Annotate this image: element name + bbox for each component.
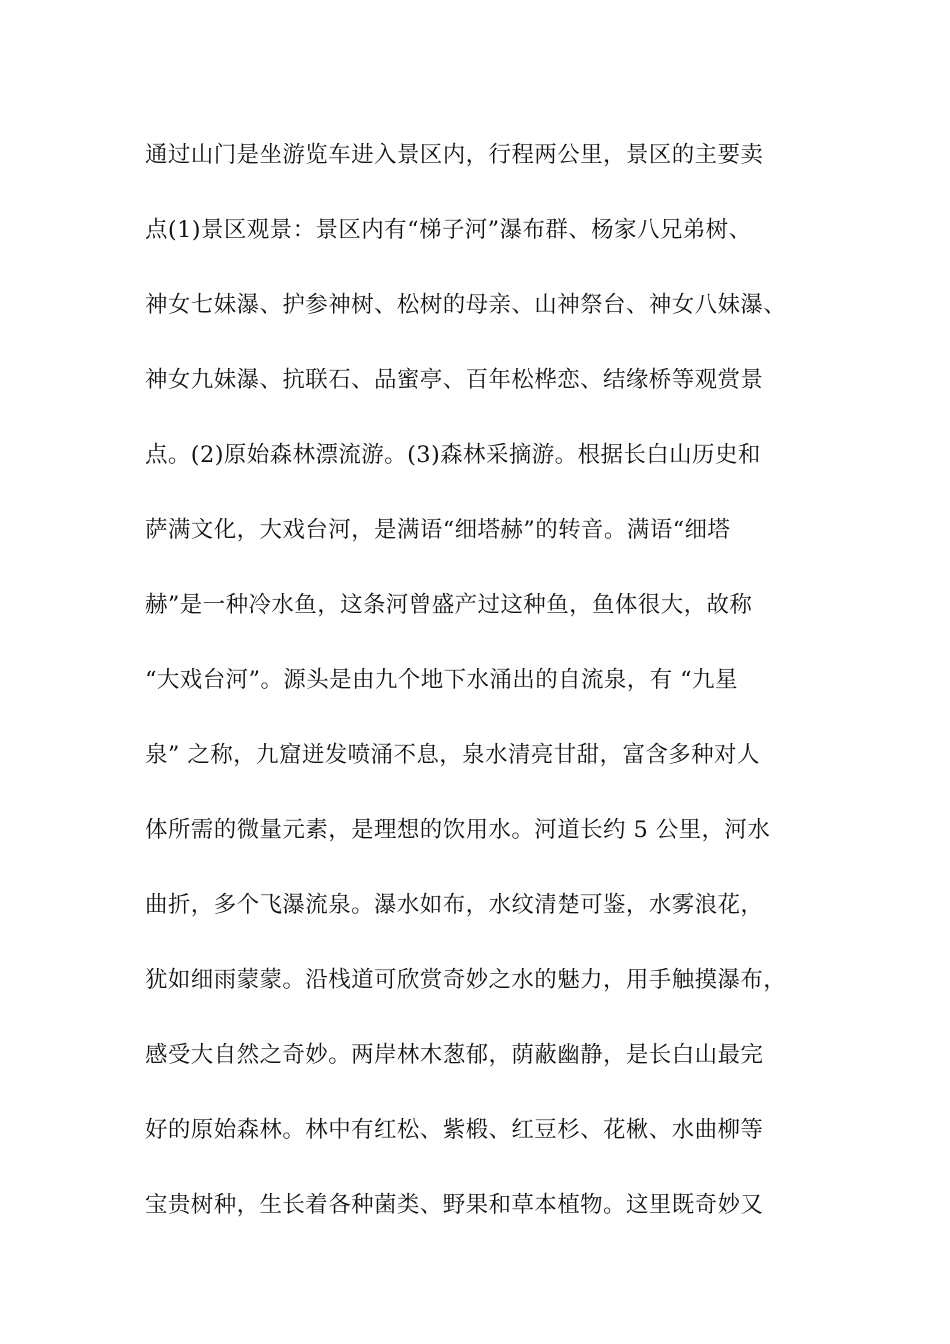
text-line: 体所需的微量元素，是理想的饮用水。河道长约 5 公里，河水 (145, 817, 771, 843)
text-line: 好的原始森林。林中有红松、紫椴、红豆杉、花楸、水曲柳等 (145, 1117, 764, 1143)
text-line: 点(1)景区观景：景区内有“梯子河”瀑布群、杨家八兄弟树、 (145, 217, 752, 243)
text-line: 赫”是一种冷水鱼，这条河曾盛产过这种鱼，鱼体很大，故称 (145, 592, 753, 618)
text-line: 宝贵树种，生长着各种菌类、野果和草本植物。这里既奇妙又 (145, 1192, 764, 1218)
body-text (145, 133, 845, 1258)
text-line: 泉” 之称，九窟迸发喷涌不息，泉水清亮甘甜，富含多种对人 (145, 742, 760, 768)
text-line: 点。(2)原始森林漂流游。(3)森林采摘游。根据长白山历史和 (145, 442, 761, 468)
text-line: 神女九妹瀑、抗联石、品蜜亭、百年松桦恋、结缘桥等观赏景 (145, 367, 764, 393)
text-line: 通过山门是坐游览车进入景区内，行程两公里，景区的主要卖 (145, 142, 764, 168)
text-line: 感受大自然之奇妙。两岸林木葱郁，荫蔽幽静，是长白山最完 (145, 1042, 764, 1068)
text-line: 神女七妹瀑、护参神树、松树的母亲、山神祭台、神女八妹瀑、 (145, 292, 787, 318)
text-line: 萨满文化，大戏台河，是满语“细塔赫”的转音。满语“细塔 (145, 517, 731, 543)
text-line: 曲折，多个飞瀑流泉。瀑水如布，水纹清楚可鉴，水雾浪花， (145, 892, 764, 918)
text-line: “大戏台河”。源头是由九个地下水涌出的自流泉，有 “九星 (145, 667, 738, 693)
text-line: 犹如细雨蒙蒙。沿栈道可欣赏奇妙之水的魅力，用手触摸瀑布， (145, 967, 787, 993)
